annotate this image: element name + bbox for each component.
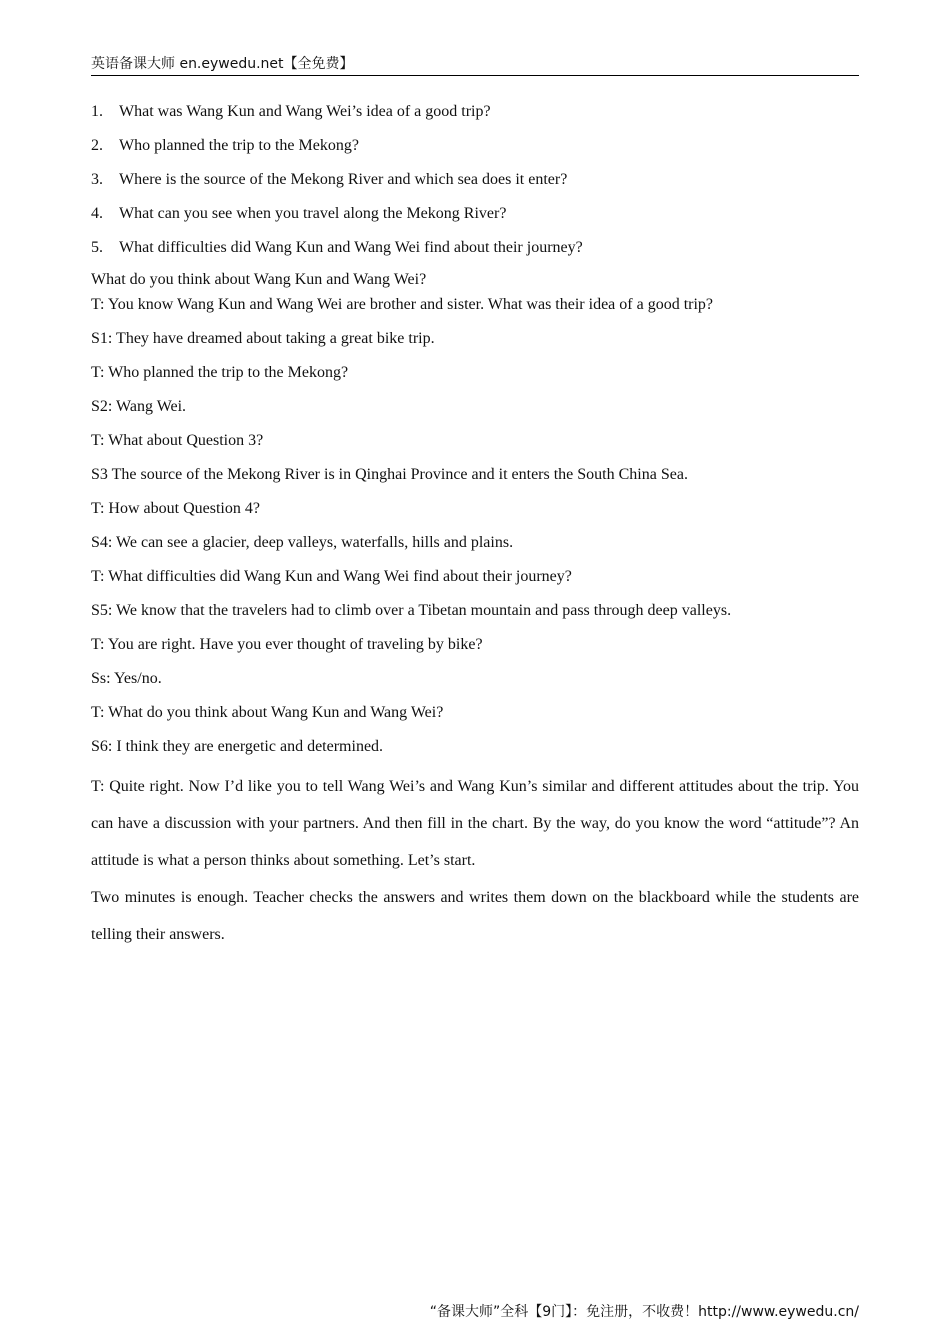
question-text: What can you see when you travel along the Mekong River? bbox=[119, 205, 507, 222]
dialogue-line: T: You know Wang Kun and Wang Wei are brother and sister. What was their idea of a good trip? bbox=[91, 296, 714, 313]
document-body bbox=[91, 98, 859, 953]
dialogue-line: S2: Wang Wei. bbox=[91, 398, 187, 415]
extra-question: What do you think about Wang Kun and Wang Wei? bbox=[91, 271, 427, 288]
question-number: 1. bbox=[91, 103, 103, 120]
question-text: Who planned the trip to the Mekong? bbox=[119, 137, 359, 154]
question-text: What was Wang Kun and Wang Wei’s idea of a good trip? bbox=[119, 103, 491, 120]
dialogue-line: S5: We know that the travelers had to climb over a Tibetan mountain and pass through deep valleys. bbox=[91, 602, 732, 619]
footer-text: “备课大师”全科【9门】：免注册，不收费！http://www.eywedu.cn/ bbox=[429, 1304, 859, 1320]
closing-paragraph: Two minutes is enough. Teacher checks the answers and writes them down on the blackboard while the students are telling their answers. bbox=[91, 889, 859, 943]
dialogue-line: T: What about Question 3? bbox=[91, 432, 264, 449]
dialogue-line: S3 The source of the Mekong River is in Qinghai Province and it enters the South China Sea. bbox=[91, 466, 688, 483]
dialogue-line: S6: I think they are energetic and determined. bbox=[91, 738, 384, 755]
question-number: 3. bbox=[91, 171, 103, 188]
dialogue bbox=[91, 292, 859, 768]
page-footer bbox=[430, 1303, 859, 1321]
question-item bbox=[91, 200, 859, 234]
question-number: 4. bbox=[91, 205, 103, 222]
question-number: 5. bbox=[91, 239, 103, 256]
dialogue-line: S1: They have dreamed about taking a great bike trip. bbox=[91, 330, 435, 347]
question-item bbox=[91, 98, 859, 132]
question-number: 2. bbox=[91, 137, 103, 154]
question-item bbox=[91, 132, 859, 166]
question-list bbox=[91, 98, 859, 268]
dialogue-line: T: What difficulties did Wang Kun and Wang Wei find about their journey? bbox=[91, 568, 572, 585]
dialogue-line: T: You are right. Have you ever thought of traveling by bike? bbox=[91, 636, 483, 653]
instruction-paragraph: T: Quite right. Now I’d like you to tell Wang Wei’s and Wang Kun’s similar and different attitudes about the trip. You can have a discussion with your partners. And then fill in the chart. By the way, do you know the word “attitude”? An attitude is what a person thinks about something. Let’s start. bbox=[91, 778, 859, 869]
dialogue-line: T: Who planned the trip to the Mekong? bbox=[91, 364, 349, 381]
page-header bbox=[91, 55, 859, 76]
header-text: 英语备课大师 en.eywedu.net【全免费】 bbox=[91, 56, 354, 72]
dialogue-line: T: How about Question 4? bbox=[91, 500, 260, 517]
dialogue-line: Ss: Yes/no. bbox=[91, 670, 162, 687]
dialogue-line: T: What do you think about Wang Kun and Wang Wei? bbox=[91, 704, 444, 721]
question-item bbox=[91, 234, 859, 268]
dialogue-line: S4: We can see a glacier, deep valleys, waterfalls, hills and plains. bbox=[91, 534, 514, 551]
question-text: What difficulties did Wang Kun and Wang Wei find about their journey? bbox=[119, 239, 583, 256]
question-item bbox=[91, 166, 859, 200]
question-text: Where is the source of the Mekong River and which sea does it enter? bbox=[119, 171, 568, 188]
